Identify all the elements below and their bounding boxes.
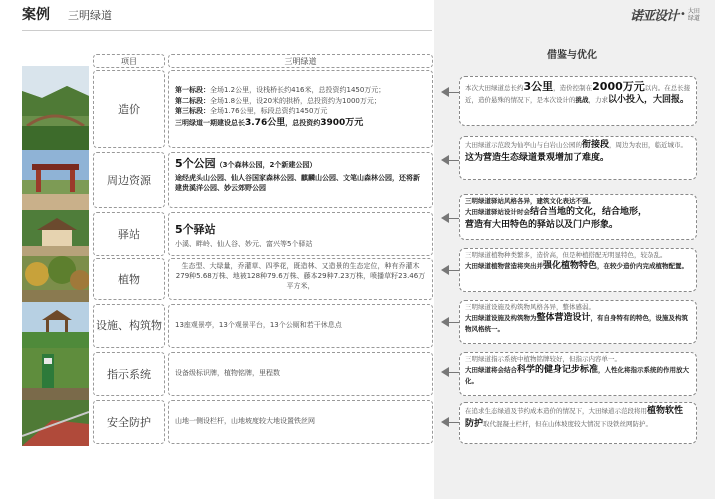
category-station: 驿站 xyxy=(93,212,165,256)
page-subtitle: 三明绿道 xyxy=(68,9,112,22)
logo-dot: • xyxy=(680,9,686,20)
arrow-icon xyxy=(441,155,449,165)
photo-railing xyxy=(22,400,89,446)
arrow-icon xyxy=(441,417,449,427)
desc-safety: 山地一侧设栏杆，山地坡度较大地设置铁丝网 xyxy=(168,400,433,444)
photo-pavilion xyxy=(22,302,89,348)
category-cost: 造价 xyxy=(93,70,165,148)
photo-park-gate xyxy=(22,150,89,210)
category-plants: 植物 xyxy=(93,258,165,300)
column-header-desc: 三明绿道 xyxy=(168,54,433,68)
arrow-icon xyxy=(441,367,449,377)
arrow-icon xyxy=(441,317,449,327)
category-facilities: 设施、构筑物 xyxy=(93,304,165,348)
desc-plants: 生态型、大绿量，乔灌草、四季花，既造林、又造景的生态定位，种有乔灌木279种5.68万株、地被128种79.6万株、藤本29种7.23万株，喷播草籽23.46万平方米， xyxy=(168,258,433,300)
arrow-icon xyxy=(441,87,449,97)
brand-logo xyxy=(630,5,700,24)
photo-plants xyxy=(22,256,89,302)
desc-station: 5个驿站 小溪、畔岭、仙人谷、妙元、富兴等5个驿站 xyxy=(168,212,433,256)
category-resources: 周边资源 xyxy=(93,152,165,208)
page-title: 案例 xyxy=(22,7,50,23)
desc-cost: 第一标段：全场1.2公里，设栈桥长约416米，总投资约1450万元； 第二标段：全场1.8公里，设20米的拱桥，总投资约为1000万元； 第三标段：全场1.76公里，标段总资约1450万元 三明绿道一期建设总长3.76公里，总投资约3900万元 xyxy=(168,70,433,148)
logo-small-text: 大田 绿道 xyxy=(687,7,700,22)
photo-cost-bridge xyxy=(22,66,89,150)
desc-facilities: 13座观景亭，13个观景平台，13个公厕和若干休息点 xyxy=(168,304,433,348)
logo-text: 诺亚设计 xyxy=(630,9,679,24)
category-safety: 安全防护 xyxy=(93,400,165,444)
note-cost: 本次大田绿道总长约3公里，造价控制在2000万元以内。在总长接近，造价悬殊的情况下，是本次设计的挑战，力求以小投入，大回报。 xyxy=(459,76,697,126)
note-facilities: 三明绿道设施及构筑物风格各异，整体感弱。 大田绿道设施及构筑物为整体营造设计，有自身特有的特色，设施及构筑物风格统一。 xyxy=(459,300,697,344)
note-signage: 三明绿道指示系统中植物铭牌较好，但指示内容单一。 大田绿道将会结合科学的健身记步标准，人性化将指示系统的作用放大化。 xyxy=(459,352,697,396)
note-resources: 大田绿道示范段为仙亭山与白岩山公园的衔接段，周边为农田，临近城市。 这为营造生态绿道景观增加了难度。 xyxy=(459,136,697,180)
page-header xyxy=(0,0,715,38)
photo-station xyxy=(22,210,89,256)
note-station: 三明绿道驿站风格各异，建筑文化表达不强。 大田绿道驿站设计时会结合当地的文化，结合地形， 营造有大田特色的驿站以及门户形象。 xyxy=(459,194,697,240)
category-signage: 指示系统 xyxy=(93,352,165,396)
notes-title: 借鉴与优化 xyxy=(547,50,597,61)
arrow-icon xyxy=(441,213,449,223)
note-safety: 在追求生态绿道及节约成本造价的情况下，大田绿道示范段将用植物软性防护取代混凝土栏杆，但在山体坡度较大情况下设铁丝网防护。 xyxy=(459,402,697,444)
arrow-icon xyxy=(441,265,449,275)
header-divider xyxy=(22,30,432,31)
desc-signage: 设备级标识牌，植物铭牌，里程数 xyxy=(168,352,433,396)
desc-resources: 5个公园（3个森林公园，2个新建公园） 途经虎头山公园、仙人谷国家森林公园、麒麟山公园、文笔山森林公园，还将新建贵溪洋公园、妙云郊野公园 xyxy=(168,152,433,208)
note-plants: 三明绿道植物种类繁多，造价高，但是种植搭配无明显特色，较杂乱。 大田绿道植物营造将突出并强化植物特色，在较少造价内完成植物配置。 xyxy=(459,248,697,292)
photo-sign xyxy=(22,348,89,400)
column-header-item: 项目 xyxy=(93,54,165,68)
